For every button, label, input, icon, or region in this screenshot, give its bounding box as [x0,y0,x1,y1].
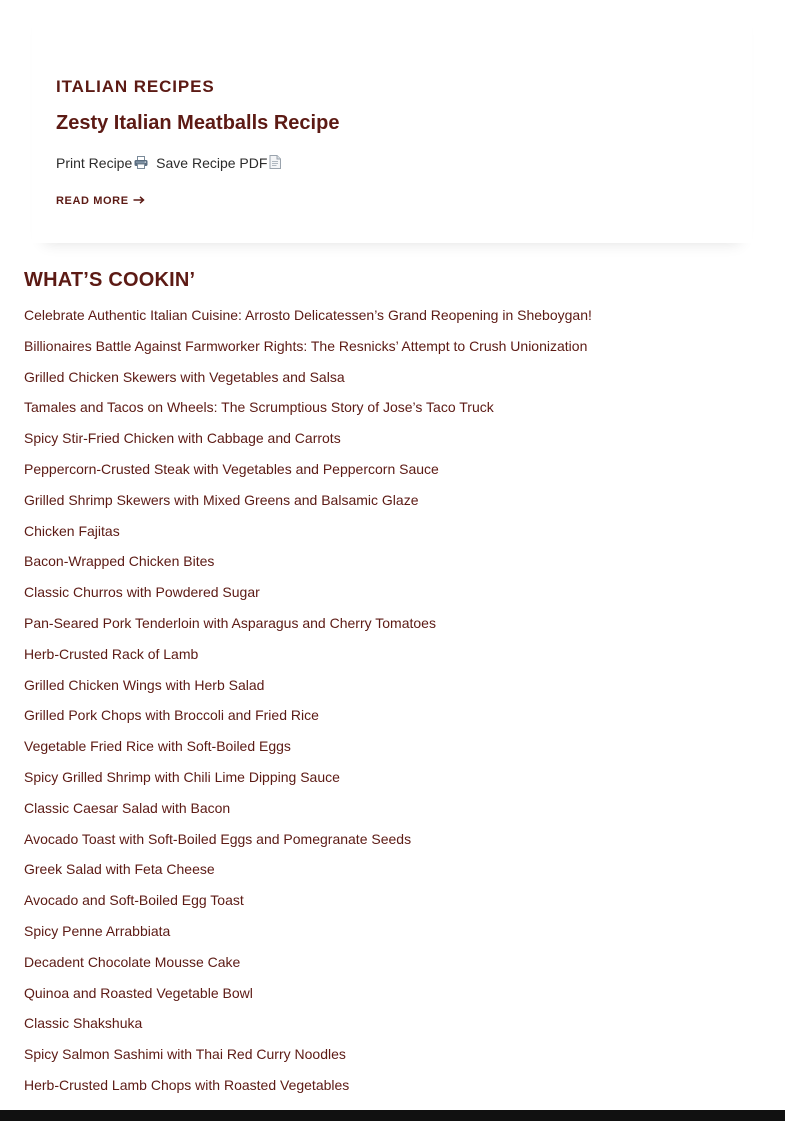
post-link[interactable]: Spicy Penne Arrabbiata [24,922,171,939]
print-recipe-label: Print Recipe [56,155,133,171]
list-item [24,762,592,793]
list-item [24,639,592,670]
list-item [24,454,592,485]
list-item [24,1070,592,1101]
read-more-label: READ MORE [56,195,129,207]
post-link[interactable]: Chicken Fajitas [24,522,120,539]
post-link[interactable]: Grilled Chicken Wings with Herb Salad [24,676,265,693]
recent-posts-title: WHAT’S COOKIN’ [24,269,196,291]
chevron-right-icon [133,196,145,204]
post-link[interactable]: Spicy Salmon Sashimi with Thai Red Curry Noodles [24,1046,346,1063]
post-link[interactable]: Vegetable Fried Rice with Soft-Boiled Eggs [24,738,291,755]
document-icon [269,155,281,173]
list-item [24,824,592,855]
post-link[interactable]: Avocado and Soft-Boiled Egg Toast [24,892,244,909]
post-link[interactable]: Grilled Pork Chops with Broccoli and Fried Rice [24,707,319,724]
list-item [24,577,592,608]
post-link[interactable]: Quinoa and Roasted Vegetable Bowl [24,984,253,1001]
post-link[interactable]: Pan-Seared Pork Tenderloin with Asparagus and Cherry Tomatoes [24,614,436,631]
read-more-link[interactable] [56,195,145,207]
list-item [24,1039,592,1070]
save-recipe-pdf-button[interactable] [156,155,285,171]
printer-icon [134,155,148,173]
post-link[interactable]: Grilled Chicken Skewers with Vegetables and Salsa [24,368,345,385]
list-item [24,423,592,454]
post-link[interactable]: Classic Churros with Powdered Sugar [24,584,260,601]
list-item [24,978,592,1009]
bottom-bar [0,1110,785,1121]
list-item [24,793,592,824]
list-item [24,947,592,978]
list-item [24,516,592,547]
post-link[interactable]: Billionaires Battle Against Farmworker Rights: The Resnicks’ Attempt to Crush Unionization [24,337,588,354]
list-item [24,731,592,762]
post-link[interactable]: Bacon-Wrapped Chicken Bites [24,553,215,570]
list-item [24,485,592,516]
post-link[interactable]: Herb-Crusted Rack of Lamb [24,645,199,662]
list-item [24,700,592,731]
post-link[interactable]: Peppercorn-Crusted Steak with Vegetables and Peppercorn Sauce [24,460,439,477]
list-item [24,546,592,577]
list-item [24,1008,592,1039]
post-link[interactable]: Spicy Stir-Fried Chicken with Cabbage and Carrots [24,430,341,447]
post-link[interactable]: Spicy Grilled Shrimp with Chili Lime Dipping Sauce [24,768,340,785]
print-recipe-button[interactable] [56,155,152,171]
article-category-link[interactable]: ITALIAN RECIPES [56,77,215,96]
list-item [24,392,592,423]
post-link[interactable]: Celebrate Authentic Italian Cuisine: Arrosto Delicatessen’s Grand Reopening in Sheboygan! [24,307,592,323]
post-link[interactable]: Tamales and Tacos on Wheels: The Scrumptious Story of Jose’s Taco Truck [24,399,494,416]
save-recipe-pdf-label: Save Recipe PDF [156,155,268,171]
post-link[interactable]: Classic Caesar Salad with Bacon [24,799,231,816]
list-item [24,854,592,885]
list-item [24,362,592,393]
recipe-actions [56,154,285,173]
list-item [24,608,592,639]
post-link[interactable]: Avocado Toast with Soft-Boiled Eggs and Pomegranate Seeds [24,830,412,847]
recent-posts-list [24,300,592,1101]
post-link[interactable]: Classic Shakshuka [24,1015,143,1032]
list-item [24,885,592,916]
post-link[interactable]: Greek Salad with Feta Cheese [24,861,215,878]
post-link[interactable]: Herb-Crusted Lamb Chops with Roasted Vegetables [24,1076,350,1093]
list-item [24,331,592,362]
list-item [24,300,592,331]
post-link[interactable]: Decadent Chocolate Mousse Cake [24,953,241,970]
post-link[interactable]: Grilled Shrimp Skewers with Mixed Greens and Balsamic Glaze [24,491,419,508]
list-item [24,916,592,947]
article-title-link[interactable]: Zesty Italian Meatballs Recipe [56,112,340,134]
list-item [24,670,592,701]
